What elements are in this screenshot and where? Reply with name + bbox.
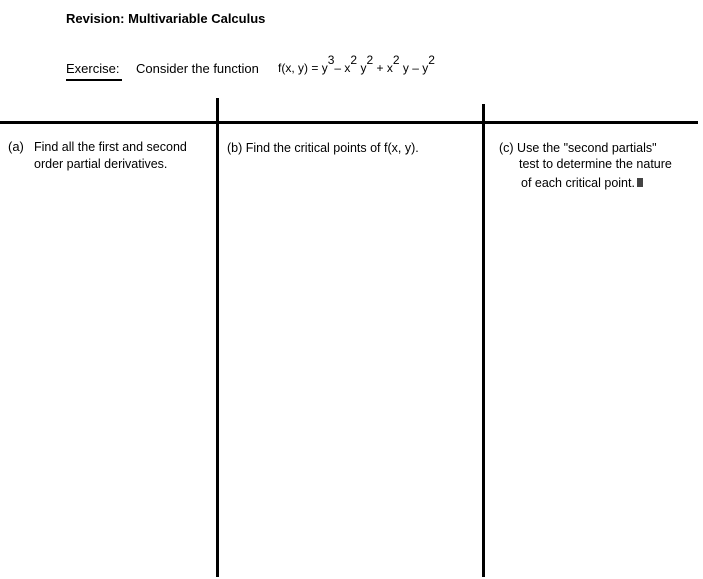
formula-lhs: f(x, y) bbox=[278, 61, 308, 75]
column-divider-left bbox=[216, 98, 219, 577]
formula-operator: – bbox=[334, 61, 342, 75]
question-b-text: (b) Find the critical points of f(x, y). bbox=[227, 141, 419, 155]
formula-operator: + bbox=[376, 61, 384, 75]
column-divider-right bbox=[482, 104, 485, 577]
formula-term: y bbox=[321, 61, 328, 75]
formula-term: y bbox=[422, 61, 429, 75]
formula-equals: = bbox=[311, 61, 319, 75]
text-cursor-icon bbox=[637, 178, 643, 187]
page-title: Revision: Multivariable Calculus bbox=[66, 11, 266, 26]
question-c-line-last bbox=[521, 175, 643, 192]
formula-exponent: 2 bbox=[350, 53, 358, 67]
question-c-line: (c) Use the "second partials" bbox=[499, 141, 657, 155]
horizontal-divider bbox=[0, 121, 698, 124]
formula-term: y bbox=[360, 61, 367, 75]
formula-operator: – bbox=[412, 61, 419, 75]
formula-exponent: 2 bbox=[366, 53, 374, 67]
formula-exponent: 2 bbox=[392, 53, 400, 67]
question-c-line: test to determine the nature bbox=[519, 157, 672, 171]
question-c-line: of each critical point. bbox=[521, 176, 635, 190]
formula-term: y bbox=[402, 61, 409, 75]
formula-term: x bbox=[386, 61, 393, 75]
exercise-text: Consider the function bbox=[136, 61, 259, 76]
exercise-underline bbox=[66, 79, 122, 81]
formula-exponent: 2 bbox=[428, 53, 435, 67]
question-a-line: Find all the first and second bbox=[34, 140, 187, 154]
exercise-label: Exercise: bbox=[66, 61, 120, 76]
question-a-marker: (a) bbox=[8, 139, 24, 154]
formula-exponent: 3 bbox=[327, 53, 335, 67]
function-formula bbox=[278, 53, 435, 75]
question-a-line: order partial derivatives. bbox=[34, 157, 168, 171]
formula-term: x bbox=[344, 61, 351, 75]
